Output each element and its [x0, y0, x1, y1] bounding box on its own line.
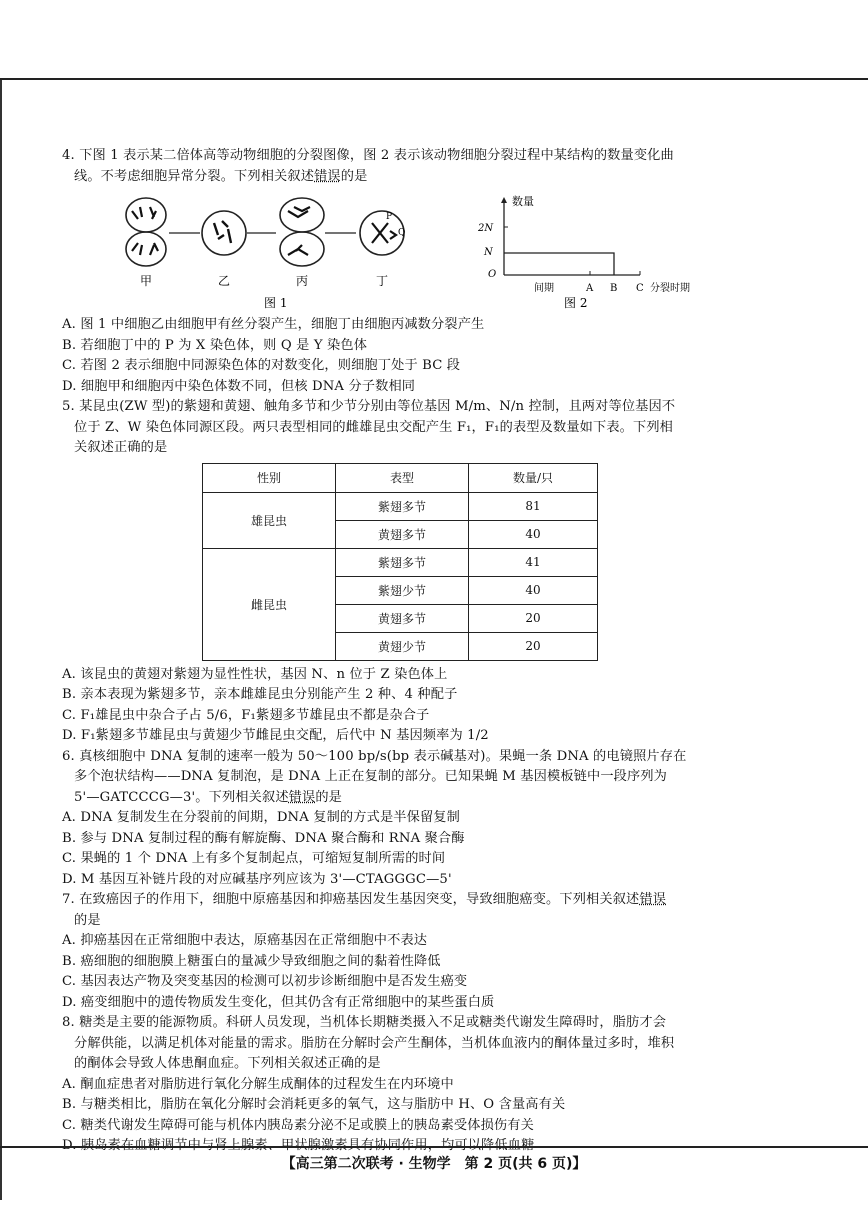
question-4-option-c: C. 若图 2 表示细胞中同源染色体的对数变化，则细胞丁处于 BC 段: [62, 358, 461, 373]
cell-jia: [126, 198, 166, 288]
question-7-option-c: C. 基因表达产物及突变基因的检测可以初步诊断细胞中是否发生癌变: [62, 974, 468, 989]
cell-yi-label: 乙: [218, 274, 231, 288]
question-7-stem-line1: [62, 890, 742, 911]
question-4-option-a: A. 图 1 中细胞乙由细胞甲有丝分裂产生，细胞丁由细胞丙减数分裂产生: [62, 317, 485, 332]
question-5-option-a: A. 该昆虫的黄翅对紫翅为显性性状，基因 N、n 位于 Z 染色体上: [62, 666, 448, 682]
figure-2-xtick-a: A: [586, 283, 594, 294]
table-cell: 黄翅少节: [336, 632, 469, 660]
figure-2-xtick-interphase: 间期: [534, 283, 554, 294]
question-8-stem-line1: 8. 糖类是主要的能源物质。科研人员发现，当机体长期糖类摄入不足或糖类代谢发生障碍时，脂肪才会: [62, 1015, 667, 1030]
question-8-option-a: A. 酮血症患者对脂肪进行氧化分解生成酮体的过程发生在内环境中: [62, 1076, 454, 1092]
figure-1-caption: 图 1: [264, 296, 288, 310]
table-header-count: 数量/只: [469, 463, 598, 492]
question-6-stem-line2: 多个泡状结构——DNA 复制泡，是 DNA 上正在复制的部分。已知果蝇 M 基因模板链中一段序列为: [74, 769, 668, 784]
question-6-option-a: A. DNA 复制发生在分裂前的间期，DNA 复制的方式是半保留复制: [62, 810, 460, 825]
question-8: [62, 1013, 742, 1157]
question-7: [62, 890, 742, 1013]
left-border: [0, 80, 2, 1200]
chromosome-q-label: Q: [398, 228, 406, 238]
question-7-option-a: A. 抑癌基因在正常细胞中表达，原癌基因在正常细胞中不表达: [62, 933, 428, 948]
question-8-option-b: B. 与糖类相比，脂肪在氧化分解时会消耗更多的氧气，这与脂肪中 H、O 含量高有关: [62, 1097, 566, 1112]
table-cell: 20: [469, 632, 598, 660]
question-5-option-b: B. 亲本表现为紫翅多节，亲本雌雄昆虫分别能产生 2 种、4 种配子: [62, 687, 458, 702]
table-header-sex: 性别: [203, 463, 336, 492]
question-5-stem-line2: 位于 Z、W 染色体同源区段。两只表型相同的雌雄昆虫交配产生 F₁，F₁的表型及数量如下表。下列相: [74, 419, 674, 435]
table-cell: 40: [469, 576, 598, 604]
exam-page: [62, 146, 742, 1157]
question-6-option-b: B. 参与 DNA 复制过程的酶有解旋酶、DNA 聚合酶和 RNA 聚合酶: [62, 830, 465, 846]
figure-2-ytick-2n: 2N: [478, 223, 494, 234]
cell-bing: [280, 198, 324, 288]
question-6-stem-end: 的是: [315, 789, 343, 805]
question-4-option-b: B. 若细胞丁中的 P 为 X 染色体，则 Q 是 Y 染色体: [62, 337, 368, 353]
figure-2-xlabel: 分裂时期: [650, 283, 690, 294]
question-7-stem-line2: 的是: [74, 912, 101, 928]
question-8-stem-line3: 的酮体会导致人体患酮血症。下列相关叙述正确的是: [74, 1056, 381, 1071]
figure-2-line-chart: [472, 193, 722, 311]
table-header-phenotype: 表型: [336, 463, 469, 492]
question-6-stem-line1: 6. 真核细胞中 DNA 复制的速率一般为 50～100 bp/s(bp 表示碱基对)。果蝇一条 DNA 的电镜照片存在: [62, 748, 687, 764]
question-4-option-d: D. 细胞甲和细胞丙中染色体数不同，但核 DNA 分子数相同: [62, 378, 416, 394]
table-cell: 紫翅多节: [336, 548, 469, 576]
question-5-stem-line1: 5. 某昆虫(ZW 型)的紫翅和黄翅、触角多节和少节分别由等位基因 M/m、N/n 控制，且两对等位基因不: [62, 399, 676, 414]
question-7-stem-text: 7. 在致癌因子的作用下，细胞中原癌基因和抑癌基因发生基因突变，导致细胞癌变。下列相关叙述: [62, 892, 640, 907]
table-cell: 81: [469, 492, 598, 520]
question-8-option-c: C. 糖类代谢发生障碍可能与机体内胰岛素分泌不足或膜上的胰岛素受体损伤有关: [62, 1117, 534, 1133]
cell-ding-label: 丁: [376, 274, 389, 288]
question-6-option-c: C. 果蝇的 1 个 DNA 上有多个复制起点，可缩短复制所需的时间: [62, 851, 446, 866]
question-6-stem-line3: [62, 788, 742, 809]
top-border: [0, 78, 868, 80]
page-footer: 【高三第二次联考 · 生物学 第 2 页(共 6 页)】: [281, 1156, 587, 1172]
table-cell: 紫翅多节: [336, 492, 469, 520]
table-cell-male: 雄昆虫: [203, 492, 336, 548]
question-4-stem-end: 的是: [340, 168, 368, 184]
question-5-stem-line3: 关叙述正确的是: [74, 440, 168, 455]
question-4-stem-text: 线。不考虑细胞异常分裂。下列相关叙述: [74, 168, 315, 184]
table-row: [203, 548, 598, 576]
table-cell: 黄翅多节: [336, 520, 469, 548]
cell-ding: [360, 211, 405, 288]
question-5-option-c: C. F₁雄昆虫中杂合子占 5/6，F₁紫翅多节雄昆虫不都是杂合子: [62, 707, 430, 723]
figure-2-ylabel: 数量: [512, 195, 534, 208]
table-cell: 40: [469, 520, 598, 548]
table-cell: 41: [469, 548, 598, 576]
question-4-stem-line2: [62, 167, 742, 188]
emphasis-wrong: 错误: [314, 168, 341, 184]
cell-yi: [202, 211, 246, 288]
table-cell-female: 雌昆虫: [203, 548, 336, 660]
table-cell: 20: [469, 604, 598, 632]
cell-jia-label: 甲: [140, 274, 153, 288]
question-7-option-d: D. 癌变细胞中的遗传物质发生变化，但其仍含有正常细胞中的某些蛋白质: [62, 994, 495, 1010]
table-header-row: [203, 463, 598, 492]
question-8-stem-line2: 分解供能，以满足机体对能量的需求。脂肪在分解时会产生酮体，当机体血液内的酮体量过多时，堆积: [74, 1035, 675, 1051]
table-cell: 黄翅多节: [336, 604, 469, 632]
table-row: [203, 492, 598, 520]
question-4-stem-line1: 4. 下图 1 表示某二倍体高等动物细胞的分裂图像，图 2 表示该动物细胞分裂过程中某结构的数量变化曲: [62, 148, 674, 163]
question-5-phenotype-table: [202, 463, 598, 661]
figure-2-ytick-n: N: [484, 247, 493, 258]
question-5: [62, 397, 742, 747]
question-4-figures: [62, 193, 742, 313]
emphasis-wrong: 错误: [639, 892, 667, 907]
cell-bing-label: 丙: [296, 274, 309, 288]
question-7-option-b: B. 癌细胞的细胞膜上糖蛋白的量减少导致细胞之间的黏着性降低: [62, 953, 441, 969]
figure-1-cell-diagrams: [124, 193, 464, 311]
table-cell: 紫翅少节: [336, 576, 469, 604]
figure-2-origin: O: [488, 269, 497, 280]
question-4: [62, 146, 742, 397]
question-6-stem-text: 5'—GATCCCG—3'。下列相关叙述: [74, 789, 289, 805]
figure-2-caption: 图 2: [564, 296, 588, 310]
figure-2-series-line: [504, 253, 614, 275]
question-6-option-d: D. M 基因互补链片段的对应碱基序列应该为 3'—CTAGGGC—5': [62, 871, 452, 887]
question-5-option-d: D. F₁紫翅多节雄昆虫与黄翅少节雌昆虫交配，后代中 N 基因频率为 1/2: [62, 728, 489, 743]
figure-2-xtick-c: C: [636, 283, 644, 294]
chromosome-p-label: P: [386, 212, 393, 222]
emphasis-wrong: 错误: [288, 789, 316, 805]
figure-2-xtick-b: B: [610, 283, 618, 294]
question-6: [62, 747, 742, 891]
footer-rule: [0, 1146, 868, 1148]
